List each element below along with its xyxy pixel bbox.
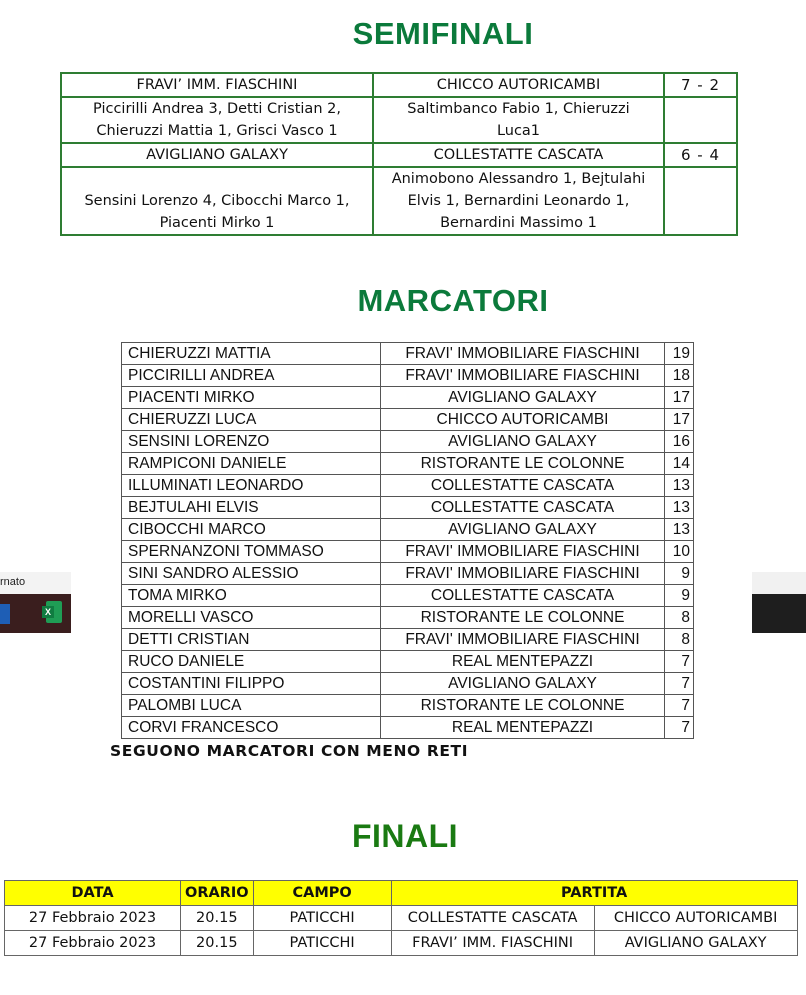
final-date: 27 Febbraio 2023 [5, 906, 181, 931]
finali-table [4, 880, 798, 956]
finali-row [5, 906, 798, 931]
final-field: PATICCHI [253, 906, 391, 931]
scorer-goals: 13 [665, 475, 694, 497]
scorer-goals: 16 [665, 431, 694, 453]
home-scorers-line: Piccirilli Andrea 3, Detti Cristian 2, [93, 101, 341, 117]
final-time: 20.15 [181, 906, 254, 931]
scorer-goals: 9 [665, 563, 694, 585]
scorer-row [122, 431, 694, 453]
marcatori-table [121, 342, 694, 739]
final-team1: COLLESTATTE CASCATA [391, 906, 594, 931]
away-scorers-line: Luca1 [496, 123, 541, 139]
taskbar-strip [0, 594, 71, 633]
scorer-name: COSTANTINI FILIPPO [122, 673, 381, 695]
scorer-name: RUCO DANIELE [122, 651, 381, 673]
scorer-goals: 7 [665, 717, 694, 739]
scorer-row [122, 563, 694, 585]
away-scorers [373, 97, 664, 143]
scorer-team: CHICCO AUTORICAMBI [381, 409, 665, 431]
home-scorers [61, 167, 373, 235]
final-field: PATICCHI [253, 931, 391, 956]
scorer-row [122, 585, 694, 607]
scorer-team: REAL MENTEPAZZI [381, 651, 665, 673]
taskbar-strip [752, 594, 806, 633]
scorer-row [122, 607, 694, 629]
scorer-goals: 7 [665, 651, 694, 673]
excel-icon[interactable] [42, 601, 62, 623]
scorer-goals: 19 [665, 343, 694, 365]
scorer-row [122, 629, 694, 651]
scorer-goals: 13 [665, 497, 694, 519]
home-scorers-line: Piacenti Mirko 1 [159, 215, 275, 231]
scorer-name: BEJTULAHI ELVIS [122, 497, 381, 519]
scorer-row [122, 453, 694, 475]
scorer-row [122, 541, 694, 563]
scorer-name: ILLUMINATI LEONARDO [122, 475, 381, 497]
scorer-name: CHIERUZZI LUCA [122, 409, 381, 431]
semifinali-table [60, 72, 738, 236]
home-scorers-line: Chieruzzi Mattia 1, Grisci Vasco 1 [96, 123, 338, 139]
scorer-goals: 17 [665, 387, 694, 409]
empty-cell [664, 97, 737, 143]
match-score: 7 - 2 [664, 73, 737, 97]
window-label: rnato [0, 576, 26, 588]
semifinal-scorers-row [61, 97, 737, 143]
scorer-name: SINI SANDRO ALESSIO [122, 563, 381, 585]
scorer-team: FRAVI' IMMOBILIARE FIASCHINI [381, 365, 665, 387]
scorer-row [122, 475, 694, 497]
home-team: FRAVI’ IMM. FIASCHINI [61, 73, 373, 97]
semifinal-scorers-row [61, 167, 737, 235]
scorer-name: SENSINI LORENZO [122, 431, 381, 453]
header-data: DATA [5, 881, 181, 906]
semifinali-title: SEMIFINALI [352, 16, 534, 51]
semifinal-match-row [61, 143, 737, 167]
scorer-team: COLLESTATTE CASCATA [381, 585, 665, 607]
scorer-row [122, 387, 694, 409]
away-scorers-line: Elvis 1, Bernardini Leonardo 1, [407, 193, 630, 209]
scorer-name: MORELLI VASCO [122, 607, 381, 629]
scorer-goals: 7 [665, 673, 694, 695]
empty-cell [664, 167, 737, 235]
scorer-goals: 18 [665, 365, 694, 387]
away-scorers-line: Saltimbanco Fabio 1, Chieruzzi [407, 101, 630, 117]
final-date: 27 Febbraio 2023 [5, 931, 181, 956]
final-team1: FRAVI’ IMM. FIASCHINI [391, 931, 594, 956]
scorer-team: RISTORANTE LE COLONNE [381, 607, 665, 629]
scorer-goals: 14 [665, 453, 694, 475]
marcatori-title: MARCATORI [357, 283, 549, 318]
scorer-row [122, 519, 694, 541]
background-window-right [752, 572, 806, 633]
finali-title: FINALI [351, 818, 459, 854]
scorer-name: SPERNANZONI TOMMASO [122, 541, 381, 563]
scorer-goals: 10 [665, 541, 694, 563]
background-window-left [0, 572, 71, 633]
scorer-name: CHIERUZZI MATTIA [122, 343, 381, 365]
away-team: CHICCO AUTORICAMBI [373, 73, 664, 97]
scorer-name: PIACENTI MIRKO [122, 387, 381, 409]
scorer-team: RISTORANTE LE COLONNE [381, 695, 665, 717]
scorer-name: CORVI FRANCESCO [122, 717, 381, 739]
scorer-name: PALOMBI LUCA [122, 695, 381, 717]
away-scorers [373, 167, 664, 235]
scorer-row [122, 673, 694, 695]
marcatori-note: SEGUONO MARCATORI CON MENO RETI [110, 742, 469, 760]
final-time: 20.15 [181, 931, 254, 956]
scorer-team: AVIGLIANO GALAXY [381, 673, 665, 695]
scorer-goals: 8 [665, 607, 694, 629]
scorer-name: CIBOCCHI MARCO [122, 519, 381, 541]
scorer-team: COLLESTATTE CASCATA [381, 475, 665, 497]
header-orario: ORARIO [181, 881, 254, 906]
word-icon[interactable] [0, 604, 10, 624]
scorer-team: REAL MENTEPAZZI [381, 717, 665, 739]
scorer-row [122, 343, 694, 365]
header-campo: CAMPO [253, 881, 391, 906]
final-team2: CHICCO AUTORICAMBI [594, 906, 797, 931]
scorer-row [122, 409, 694, 431]
scorer-goals: 17 [665, 409, 694, 431]
finali-header-row [5, 881, 798, 906]
scorer-team: AVIGLIANO GALAXY [381, 519, 665, 541]
scorer-row [122, 365, 694, 387]
scorer-row [122, 695, 694, 717]
match-score: 6 - 4 [664, 143, 737, 167]
scorer-team: AVIGLIANO GALAXY [381, 431, 665, 453]
scorer-goals: 13 [665, 519, 694, 541]
scorer-name: PICCIRILLI ANDREA [122, 365, 381, 387]
away-team: COLLESTATTE CASCATA [373, 143, 664, 167]
scorer-team: COLLESTATTE CASCATA [381, 497, 665, 519]
semifinal-match-row [61, 73, 737, 97]
finali-row [5, 931, 798, 956]
scorer-row [122, 497, 694, 519]
scorer-team: AVIGLIANO GALAXY [381, 387, 665, 409]
away-scorers-line: Bernardini Massimo 1 [440, 215, 597, 231]
scorer-name: RAMPICONI DANIELE [122, 453, 381, 475]
home-scorers-line: Sensini Lorenzo 4, Cibocchi Marco 1, [84, 193, 350, 209]
home-scorers [61, 97, 373, 143]
home-team: AVIGLIANO GALAXY [61, 143, 373, 167]
header-partita: PARTITA [391, 881, 797, 906]
scorer-goals: 9 [665, 585, 694, 607]
scorer-goals: 8 [665, 629, 694, 651]
scorer-row [122, 651, 694, 673]
scorer-team: FRAVI' IMMOBILIARE FIASCHINI [381, 563, 665, 585]
scorer-team: FRAVI' IMMOBILIARE FIASCHINI [381, 629, 665, 651]
final-team2: AVIGLIANO GALAXY [594, 931, 797, 956]
scorer-team: FRAVI' IMMOBILIARE FIASCHINI [381, 343, 665, 365]
scorer-row [122, 717, 694, 739]
scorer-name: TOMA MIRKO [122, 585, 381, 607]
scorer-team: FRAVI' IMMOBILIARE FIASCHINI [381, 541, 665, 563]
excel-icon-letter: X [42, 606, 54, 618]
scorer-team: RISTORANTE LE COLONNE [381, 453, 665, 475]
away-scorers-line: Animobono Alessandro 1, Bejtulahi [391, 171, 646, 187]
scorer-goals: 7 [665, 695, 694, 717]
scorer-name: DETTI CRISTIAN [122, 629, 381, 651]
